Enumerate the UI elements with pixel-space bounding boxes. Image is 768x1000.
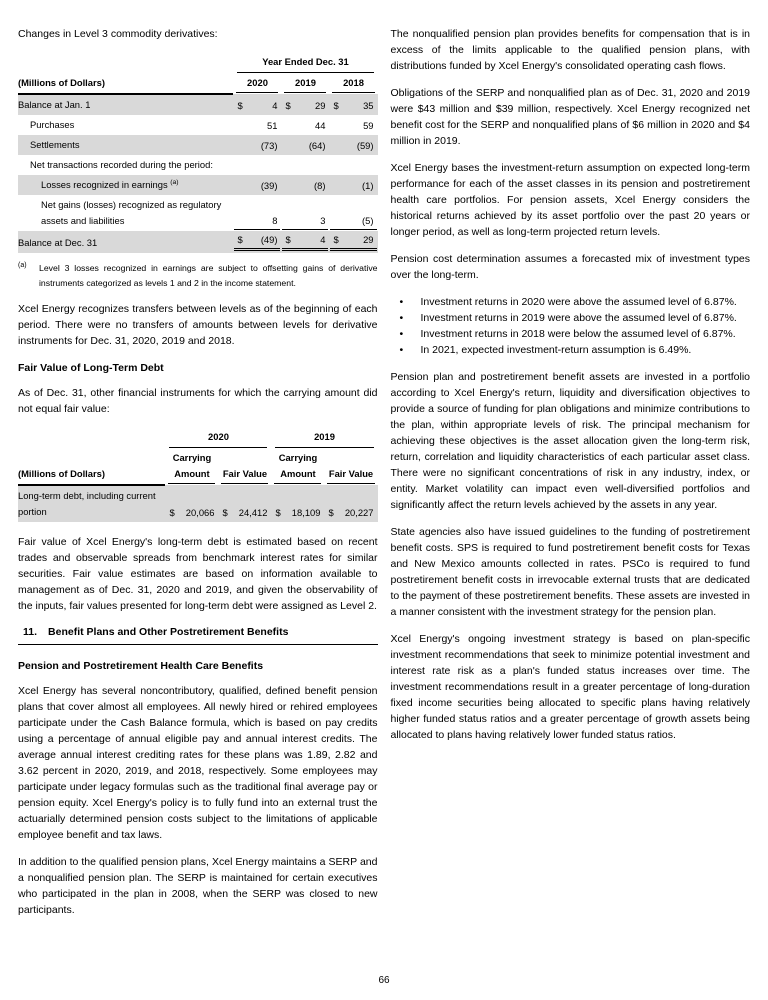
fair-value-heading: Fair Value of Long-Term Debt <box>18 362 164 374</box>
cell-value: (39) <box>260 180 278 191</box>
subheader-carrying-2020: Carrying Amount <box>165 449 218 485</box>
transfers-paragraph: Xcel Energy recognizes transfers between levels as of the beginning of each period. There were no transfers of amounts between levels for derivative instruments for Dec. 31, 2020, 2019 and 2018. <box>18 303 378 347</box>
table-row <box>18 175 378 195</box>
pension-heading: Pension and Postretirement Health Care Benefits <box>18 660 264 672</box>
cell-value: (59) <box>356 140 374 151</box>
nonqualified-paragraph: The nonqualified pension plan provides benefits for compensation that is in excess of the limits applicable to the qualified pension plans, with distributions funded by Xcel Energy's consolidated operating cash flows. <box>390 28 750 72</box>
bullet-icon: • <box>399 312 404 324</box>
cell-value: 51 <box>267 120 278 131</box>
table-header-row <box>18 74 378 94</box>
cell-value: $ 29 <box>329 231 377 253</box>
list-item: • Investment returns in 2019 were above the assumed level of 6.87%. <box>391 310 751 326</box>
table-row <box>18 155 378 175</box>
left-column <box>18 26 378 929</box>
table-span-header-row <box>18 428 378 449</box>
cell-value: 44 <box>315 120 326 131</box>
currency-symbol: $ <box>333 234 339 245</box>
subheader-carrying-2019: Carrying Amount <box>271 449 324 485</box>
table-row <box>18 115 378 135</box>
list-item: • Investment returns in 2020 were above the assumed level of 6.87%. <box>391 294 751 310</box>
footnote-ref: (a) <box>170 178 179 186</box>
section-number: 11. <box>23 626 38 638</box>
currency-symbol: $ <box>169 507 175 518</box>
row-label: Purchases <box>30 119 75 130</box>
footnote-text: Level 3 losses recognized in earnings are subject to offsetting gains of derivative instruments categorized as levels 1 and 2 in the income statement. <box>39 263 378 288</box>
year-header-2019: 2019 <box>281 74 329 94</box>
subheader-fair-2020: Fair Value <box>218 449 271 485</box>
cell-value: $ 20,066 <box>165 485 218 522</box>
cell-value: (64) <box>308 140 326 151</box>
span-header-label: Year Ended Dec. 31 <box>237 54 373 73</box>
bullet-icon: • <box>399 328 404 340</box>
state-agencies-paragraph: State agencies also have issued guidelines to the funding of postretirement benefit costs. SPS is required to fund postretirement benefit costs for Texas and New Mexico amounts collected in rates. PSCo is required to fund postretirement benefit costs in irrevocable external trusts that are dedicated to the payment of these postretirement benefits. These assets are invested in a manner consistent with the investment strategy for the pension plan. <box>390 526 750 618</box>
cell-value: (1) <box>362 180 374 191</box>
table-row <box>18 485 378 522</box>
table-footnote <box>18 261 378 290</box>
cell-value: (73) <box>260 140 278 151</box>
year-header-2018: 2018 <box>329 74 377 94</box>
cell-value: 8 <box>233 195 281 231</box>
millions-label: (Millions of Dollars) <box>18 449 165 485</box>
bullet-icon: • <box>399 296 404 308</box>
year-header-2020: 2020 <box>233 74 281 94</box>
investment-return-paragraph: Xcel Energy bases the investment-return assumption on expected long-term performance for each of the asset classes in its pension and postretirement health care portfolios. For pension assets, Xcel Energy considers the historical returns achieved by its asset portfolio over the past 20 years or longer period, as well as long-term projected return levels. <box>390 162 750 238</box>
span-header-cell <box>233 53 377 74</box>
cell-value: $ 4 <box>281 231 329 253</box>
year-group-2019: 2019 <box>271 428 377 449</box>
fair-value-est-paragraph: Fair value of Xcel Energy's long-term debt is estimated based on recent trades and observable spreads from benchmark interest rates for similar securities. Fair value estimates are based on information available to management as of Dec. 31, 2020 and 2019, and given the observability of the inputs, fair values presented for long-term debt were assigned as Level 2. <box>18 536 378 612</box>
millions-label: (Millions of Dollars) <box>18 74 233 94</box>
strategy-paragraph: Xcel Energy's ongoing investment strategy is based on plan-specific investment recommendations that seek to minimize potential investment and interest rate risk as a plan's funded status increases over time. The investment recommendations result in a greater percentage of long-duration fixed income securities being allocated to specific plans having relatively higher funded status ratios and a greater percentage of growth assets being allocated to plans having relatively lower funded status ratios. <box>390 633 750 741</box>
section-title: Benefit Plans and Other Postretirement Benefits <box>48 626 289 638</box>
currency-symbol: $ <box>333 100 339 111</box>
cell-value: $ 18,109 <box>271 485 324 522</box>
table-header-row <box>18 449 378 485</box>
row-label: Long-term debt, including current portion <box>18 490 156 517</box>
currency-symbol: $ <box>237 234 243 245</box>
list-item: • Investment returns in 2018 were below the assumed level of 6.87%. <box>391 326 751 342</box>
serp-paragraph: In addition to the qualified pension plans, Xcel Energy maintains a SERP and a nonqualified pension plan. The SERP is maintained for certain executives who participated in the plan in 2008, when the SERP was closed to new participants. <box>18 856 378 916</box>
table-row <box>18 195 378 231</box>
row-label: Net gains (losses) recognized as regulatory assets and liabilities <box>41 199 222 226</box>
row-label: Net transactions recorded during the period: <box>30 159 213 170</box>
investment-bullet-list <box>391 294 751 358</box>
cell-value: (8) <box>314 180 326 191</box>
level3-derivatives-table <box>18 53 378 253</box>
table-row <box>18 94 378 115</box>
long-term-debt-table <box>18 428 378 522</box>
right-column <box>391 26 751 929</box>
cell-value: $ 4 <box>233 94 281 115</box>
spacer-cell <box>18 53 233 74</box>
currency-symbol: $ <box>275 507 281 518</box>
portfolio-paragraph: Pension plan and postretirement benefit assets are invested in a portfolio according to Xcel Energy's return, liquidity and diversification objectives to provide a source of funding for plan obligations and minimize contributions to the plan, within appropriate levels of risk. The principal mechanism for achieving these objectives is the asset allocation given the long-term risk, return, correlation and liquidity characteristics of each particular asset class. There were no significant concentrations of risk in any industry, index, or entity. Market volatility can impact even well-diversified portfolios and significantly affect the return levels achieved by the assets in any year. <box>390 371 750 511</box>
cell-value: 59 <box>363 120 374 131</box>
section-heading-11 <box>18 625 378 645</box>
pension-cost-paragraph: Pension cost determination assumes a forecasted mix of investment types over the long-term. <box>390 253 750 281</box>
currency-symbol: $ <box>285 234 291 245</box>
currency-symbol: $ <box>237 100 243 111</box>
subheader-fair-2019: Fair Value <box>324 449 377 485</box>
spacer-cell <box>18 428 165 449</box>
obligations-paragraph: Obligations of the SERP and nonqualified plan as of Dec. 31, 2020 and 2019 were $43 million and $39 million, respectively. Xcel Energy recognized net benefit cost for the SERP and nonqualified plans of $6 million in 2020 and $4 million in 2019. <box>390 87 750 147</box>
cell-value: 3 <box>281 195 329 231</box>
table-row <box>18 135 378 155</box>
year-group-2020: 2020 <box>165 428 271 449</box>
cell-value: $ 29 <box>281 94 329 115</box>
carrying-paragraph: As of Dec. 31, other financial instruments for which the carrying amount did not equal fair value: <box>18 387 378 415</box>
row-label: Balance at Dec. 31 <box>18 237 98 248</box>
cell-value: $ 24,412 <box>218 485 271 522</box>
currency-symbol: $ <box>328 507 334 518</box>
intro-paragraph: Changes in Level 3 commodity derivatives: <box>18 28 218 40</box>
cell-value: $ 35 <box>329 94 377 115</box>
list-item: • In 2021, expected investment-return assumption is 6.49%. <box>391 342 751 358</box>
bullet-icon: • <box>399 344 404 356</box>
table-span-header-row <box>18 53 378 74</box>
currency-symbol: $ <box>222 507 228 518</box>
footnote-marker: (a) <box>18 262 27 269</box>
pension-paragraph: Xcel Energy has several noncontributory, qualified, defined benefit pension plans that cover almost all employees. All newly hired or rehired employees participate under the Cash Balance formula, which is based on pay credits using a percentage of annual eligible pay and annual interest credits. The average annual interest crediting rates for these plans was 1.89, 2.82 and 3.62 percent in 2020, 2019, and 2018, respectively. Some employees may participate under legacy formulas such as the traditional final average pay or pension equity. Xcel Energy's policy is to fully fund into an external trust the actuarially determined pension costs subject to the limitations of applicable employee benefit and tax laws. <box>18 685 378 841</box>
currency-symbol: $ <box>285 100 291 111</box>
row-label: Losses recognized in earnings $^{(a)}$ <box>41 178 179 190</box>
cell-value: (5) <box>329 195 377 231</box>
row-label: Balance at Jan. 1 <box>18 99 91 110</box>
cell-value: $ (49) <box>233 231 281 253</box>
table-row <box>18 231 378 253</box>
cell-value: $ 20,227 <box>324 485 377 522</box>
row-label: Settlements <box>30 139 80 150</box>
page-number: 66 <box>378 975 390 986</box>
